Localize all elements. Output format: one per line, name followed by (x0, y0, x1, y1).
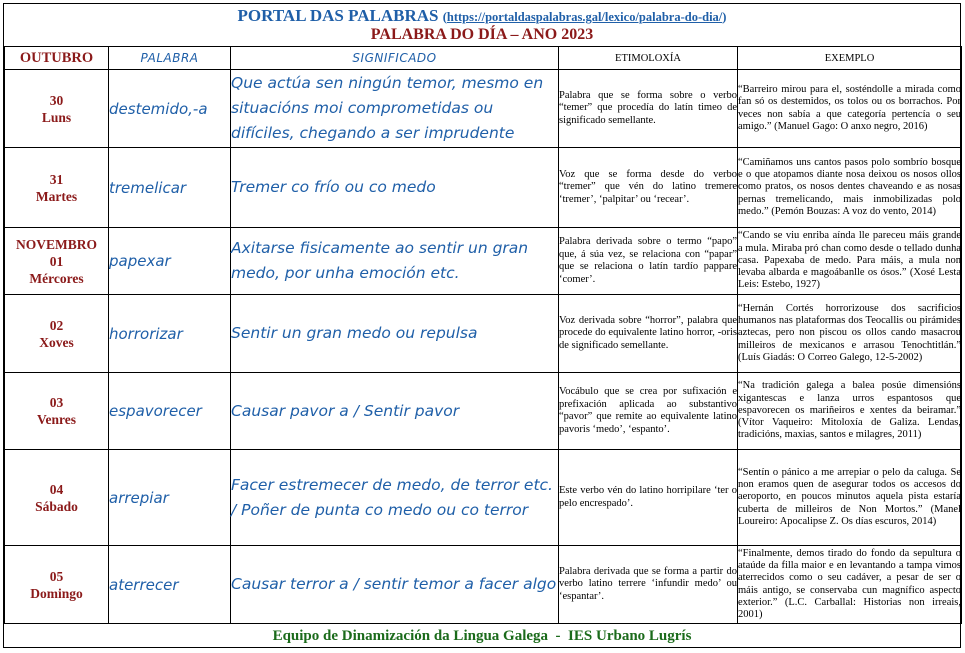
etymology-cell: Voz que se forma desde do verbo “tremer” que vén do latino tremere ‘tremer’, ‘palpitar’ ou ‘recear’. (559, 148, 738, 228)
footer-team: Equipo de Dinamización da Lingua Galega (272, 628, 549, 644)
table-row (5, 373, 962, 450)
weekday: Mércores (29, 270, 84, 286)
word-table (4, 46, 962, 624)
date-cell (5, 228, 109, 295)
footer-school: IES Urbano Lugrís (568, 628, 692, 644)
sheet-subtitle: PALABRA DO DÍA – ANO 2023 (370, 26, 594, 43)
word-cell: horrorizar (109, 295, 231, 373)
day-number: 30 (49, 92, 64, 108)
date-cell (5, 148, 109, 228)
word-cell: destemido,-a (109, 70, 231, 148)
example-cell: “Barreiro mirou para el, sosténdolle a mirada como fan só os destemidos, os tolos ou os borrachos. Por veces non sabía a que categoría pertencía o seu amigo.” (Manuel Gago: O anxo negro, 2016) (738, 70, 962, 148)
weekday: Xoves (39, 334, 74, 350)
meaning-cell: Facer estremecer de medo, de terror etc. / Poñer de punta co medo ou co terror (231, 450, 559, 546)
example-cell: “Finalmente, demos tirado do fondo da sepultura o ataúde da filla maior e en levantando a tampa vimos aterrecidos como o seu cadáver, a pesar de ser o máis antigo, se conservaba cun magnífico aspecto exterior.” (L.C. Carballal: Historias non irreais, 2001) (738, 546, 962, 624)
example-cell: “Hernán Cortés horrorizouse dos sacrificios humanos nas plataformas dos Teocallis ou pirámides aztecas, pero non piscou os ollos cando masacrou milleiros de mexicanos e arrasou Tenochtitlán.” (Luís Giadás: O Correo Galego, 12-5-2002) (738, 295, 962, 373)
table-row (5, 546, 962, 624)
table-row (5, 148, 962, 228)
day-number: 05 (49, 568, 64, 584)
day-number: 31 (49, 171, 64, 187)
date-cell (5, 546, 109, 624)
portal-title: PORTAL DAS PALABRAS (https://portaldaspalabras.gal/lexico/palabra-do-dia/) (237, 6, 727, 25)
date-cell (5, 70, 109, 148)
etymology-cell: Voz derivada sobre “horror”, palabra que procede do equivalente latino horror, -oris de significado semellante. (559, 295, 738, 373)
table-row (5, 70, 962, 148)
portal-url-link[interactable]: https://portaldaspalabras.gal/lexico/palabra-do-dia/ (446, 10, 723, 24)
meaning-cell: Que actúa sen ningún temor, mesmo en situacións moi comprometidas ou difíciles, chegando a ser imprudente (231, 70, 559, 148)
column-header-meaning: SIGNIFICADO (231, 47, 559, 70)
day-number: 02 (49, 317, 64, 333)
example-cell: “Cando se viu enriba aínda lle pareceu máis grande a mula. Miraba pró chan como desde o tellado dunha casa. Papexaba de medo. Para máis, a mula non levaba albarda e magoábanlle os ósos.” (Xosé Lesta Leis: Estebo, 1927) (738, 228, 962, 295)
weekday: Luns (41, 109, 72, 125)
column-header-etymology: ETIMOLOXÍA (559, 47, 738, 70)
example-cell: “Camiñamos uns cantos pasos polo sombrío bosque e o que atopamos diante nosa deixou os nosos ollos como pratos, os nosos dentes chaveando e as nosas pernas tremelicando, mais inmobilizadas polo medo.” (Pemón Bouzas: A voz do vento, 2014) (738, 148, 962, 228)
meaning-cell: Causar terror a / sentir temor a facer algo (231, 546, 559, 624)
portal-name: PORTAL DAS PALABRAS (237, 6, 439, 25)
day-number: 04 (49, 481, 64, 497)
etymology-cell: Palabra que se forma sobre o verbo “temer” que procedía do latín timeo de significado semellante. (559, 70, 738, 148)
example-cell: “Sentín o pánico a me arrepiar o pelo da caluga. Se non eramos quen de asegurar todos os accesos do aeroporto, en poucos minutos aquela pista estaría cuberta de milleiros de Non Mortos.” (Manel Loureiro: Apocalipse Z. Os días escuros, 2014) (738, 450, 962, 546)
etymology-cell: Palabra derivada que se forma a partir do verbo latino terrere ‘infundir medo’ ou ‘espantar’. (559, 546, 738, 624)
example-cell: “Na tradición galega a balea posúe dimensións xigantescas e lanza urros espantosos que espavorecen os mariñeiros e xentes da beiramar.” (Vítor Vaqueiro: Mitoloxía de Galiza. Lendas, tradicións, maxias, santos e milagres, 2011) (738, 373, 962, 450)
column-header-month: OUTUBRO (5, 47, 109, 70)
weekday: Domingo (30, 585, 83, 601)
month-label: NOVEMBRO (16, 236, 97, 252)
etymology-cell: Vocábulo que se crea por sufixación e prefixación aplicada ao substantivo “pavor” que remite ao equivalente latino pavoris ‘medo’, ‘espanto’. (559, 373, 738, 450)
etymology-cell: Este verbo vén do latino horripilare ‘ter o pelo encrespado’. (559, 450, 738, 546)
weekday: Martes (35, 188, 78, 204)
column-header-example: EXEMPLO (738, 47, 962, 70)
word-cell: tremelicar (109, 148, 231, 228)
column-header-word: PALABRA (109, 47, 231, 70)
meaning-cell: Tremer co frío ou co medo (231, 148, 559, 228)
word-cell: aterrecer (109, 546, 231, 624)
word-cell: espavorecer (109, 373, 231, 450)
footer-separator: - (555, 628, 561, 644)
date-cell (5, 450, 109, 546)
weekday: Sábado (35, 498, 78, 514)
weekday: Venres (36, 412, 76, 427)
meaning-cell: Causar pavor a / Sentir pavor (231, 373, 559, 450)
table-row (5, 295, 962, 373)
day-number: 01 (49, 253, 64, 269)
date-cell (5, 373, 109, 450)
day-number: 03 (49, 395, 64, 410)
etymology-cell: Palabra derivada sobre o termo “papo” que, á súa vez, se relaciona con “papar” que se relaciona o latín tardío pappare ‘comer’. (559, 228, 738, 295)
table-row (5, 450, 962, 546)
calendar-sheet (3, 3, 961, 648)
date-cell (5, 295, 109, 373)
table-header-row (5, 47, 962, 70)
table-row (5, 228, 962, 295)
word-cell: arrepiar (109, 450, 231, 546)
meaning-cell: Axitarse fisicamente ao sentir un gran medo, por unha emoción etc. (231, 228, 559, 295)
meaning-cell: Sentir un gran medo ou repulsa (231, 295, 559, 373)
word-cell: papexar (109, 228, 231, 295)
footer (4, 626, 960, 646)
